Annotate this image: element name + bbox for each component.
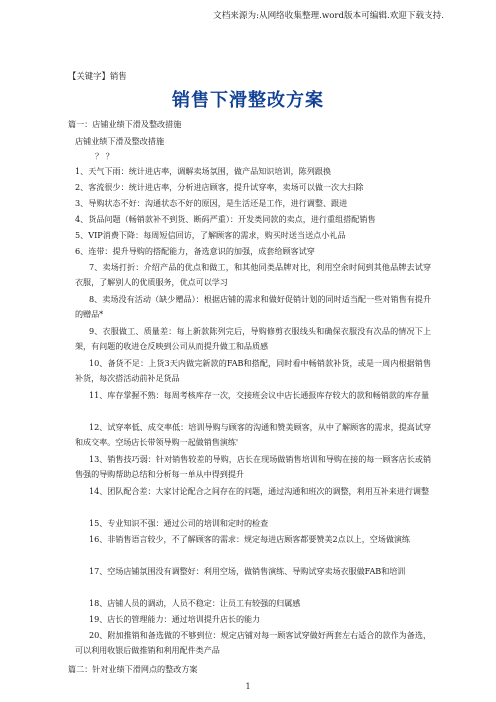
list-item: 20、附加推销和备选做的不够到位：规定店铺对每一顾客试穿做好两套左右适合的款作为备选，可以利用收银后做推销和利用配件类产品	[75, 630, 431, 655]
list-item: 13、销售技巧弱：针对销售较差的导购，店长在现场做销售培训和导购在接的每一顾客店长或销售强的导购帮助总结和分析每一单从中得到提升	[75, 454, 431, 479]
list-item: 12、试穿率低、成交率低：培训导购与顾客的沟通和赞美顾客，从中了解顾客的需求，提高试穿和成交率。空场店长带领导购一起做销售演练'	[75, 422, 431, 447]
list-item: 7、卖场打折：介绍产品的优点和做工，和其他同类品牌对比，利用空余时间到其他品牌去试穿衣服，了解别人的优质服务，优点可以学习	[75, 262, 431, 287]
document-title: 销售下滑整改方案	[172, 90, 324, 111]
part2-heading: 篇二：针对业绩下滑网点的整改方案	[68, 664, 198, 674]
list-item: 1、天气下雨：统计进店率，调解卖场氛围，做产品知识培训，陈列跟换	[75, 166, 332, 176]
list-item: 11、库存掌握不熟：每周考核库存一次，交接班会议中店长通报库存较大的款和畅销款的库存量	[89, 390, 429, 400]
list-item: 17、空场店铺氛围没有调整好：利用空场，做销售演练、导购试穿卖场衣服做FAB和培训	[89, 566, 406, 576]
list-item: 3、导购状态不好：沟通状态不好的原因，是生活还是工作，进行调整、跟进	[75, 198, 348, 208]
list-item: 18、店铺人员的调动，人员不稳定：让员工有较强的归属感	[89, 598, 301, 608]
list-item: 10、备货不足：上货3天内做完新款的FAB和搭配，同时看中畅销款补货，或是一周内根据销售补货，每次搭活动前补足货品	[75, 358, 431, 383]
page-number: 1	[245, 682, 251, 691]
list-item: 19、店长的管理能力：通过培训提升店长的能力	[89, 614, 261, 624]
question-marks: ？ ？	[95, 151, 114, 161]
list-item: 8、卖场没有活动（缺少赠品）：根据店铺的需求和做好促销计划的同时适当配一些对销售有提升的赠品*	[75, 294, 431, 319]
part1-heading: 篇一：店铺业绩下滑及整改措施	[68, 119, 182, 129]
list-item: 4、货品问题（畅销款补不到货、断码严重）：开发类同款的卖点，进行重组搭配销售	[75, 214, 376, 224]
part1-subheading: 店铺业绩下滑及整改措施	[75, 136, 165, 146]
list-item: 9、衣服做工、质量差：每上新款陈列完后，导购修剪衣服线头和确保衣服没有次品的情况下上架，有问题的收进仓反映到公司从而提升做工和品质感	[75, 326, 431, 351]
list-item: 16、非销售语言较少，不了解顾客的需求：规定每进店顾客都要赞美2点以上，空场做演练	[89, 534, 410, 544]
list-item: 5、VIP消费下降：每周短信回访，了解顾客的需求，购买时送当送点小礼品	[75, 230, 346, 240]
keyword-line: 【关键字】销售	[68, 71, 127, 81]
list-item: 14、团队配合差：大家讨论配合之间存在的问题，通过沟通和班次的调整，利用互补来进行调整	[89, 486, 429, 496]
list-item: 2、客流很少：统计进店率，分析进店顾客，提升试穿率，卖场可以做一次大扫除	[75, 182, 364, 192]
list-item: 15、专业知识不强：通过公司的培训和定时的检查	[89, 518, 269, 528]
list-item: 6、连带：提升导购的搭配能力，备选意识的加强，成套给顾客试穿	[75, 246, 315, 256]
source-note: 文档来源为:从网络收集整理.word版本可编辑.欢迎下载支持.	[213, 11, 444, 21]
